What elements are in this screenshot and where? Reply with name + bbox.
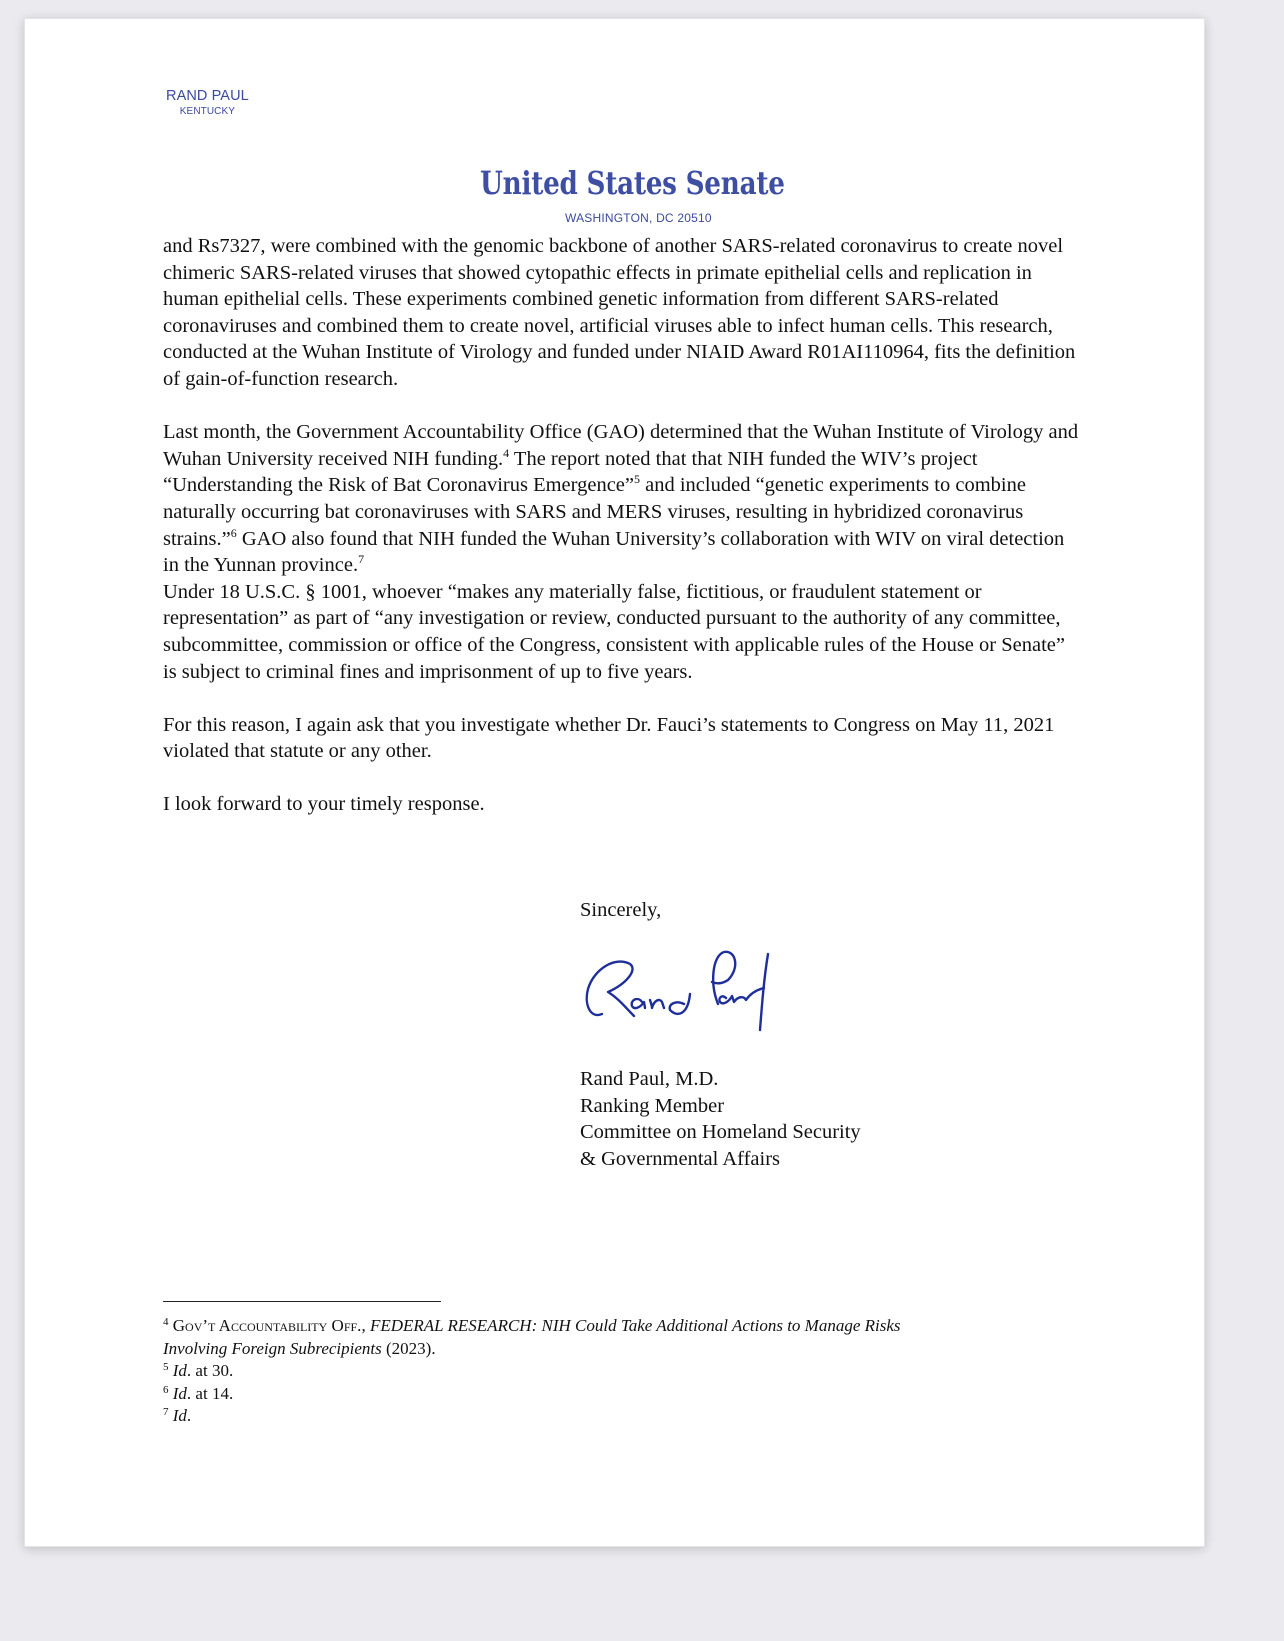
letterhead-senator	[166, 89, 249, 119]
paragraph-3: For this reason, I again ask that you investigate whether Dr. Fauci’s statements to Congress on May 11, 2021 violated that statute or any other.	[163, 713, 1055, 763]
handwritten-signature-icon	[560, 934, 830, 1039]
footnote-ref-7: 7	[358, 552, 365, 567]
signature-block	[580, 1066, 861, 1172]
footnote-4-cont: Involving Foreign Subrecipients (2023).	[163, 1338, 436, 1358]
signer-committee-line-1: Committee on Homeland Security	[580, 1121, 861, 1144]
footnotes	[163, 1315, 901, 1428]
signer-committee-line-2: & Governmental Affairs	[580, 1147, 781, 1170]
footnote-4: $^4$ Gov’t Accountability Off., FEDERAL RESEARCH: NIH Could Take Additional Actions to Manage Risks	[163, 1316, 901, 1335]
paragraph-2: Last month, the Government Accountability Office (GAO) determined that the Wuhan Institute of Virology and Wuhan University received NIH funding.$^4$ The report noted that that NIH funded the WIV’s project “Understanding the Risk of Bat Coronavirus Emergence”$^5$ and included “genetic experiments to combine naturally occurring bat coronaviruses with SARS and MERS viruses, resulting in hybridized coronavirus strains.”$^6$ GAO also found that NIH funded the Wuhan University’s collaboration with WIV on viral detection in the Yunnan province.$^7$ Under 18 U.S.C. § 1001, whoever “makes any materially false, fictitious, or fraudulent statement or representation” as part of “any investigation or review, conducted pursuant to the authority of any committee, subcommittee, commission or office of the Congress, consistent with applicable rules of the House or Senate” is subject to criminal fines and imprisonment of up to five years.	[163, 421, 1079, 683]
senate-address: WASHINGTON, DC 20510	[565, 211, 712, 225]
footnote-ref-5: 5	[634, 472, 640, 487]
closing-salutation: Sincerely,	[580, 899, 662, 921]
senator-name: RAND PAUL	[166, 88, 249, 104]
senate-wordmark: United States Senate	[480, 164, 785, 202]
signer-name: Rand Paul, M.D.	[580, 1068, 719, 1090]
footnote-5: $^5$ Id. at 30.	[163, 1361, 234, 1380]
footnote-ref-6: 6	[230, 525, 237, 540]
letter-body	[163, 233, 1083, 845]
senator-state: KENTUCKY	[179, 106, 236, 117]
paragraph-4: I look forward to your timely response.	[163, 793, 485, 816]
paragraph-1: and Rs7327, were combined with the genomic backbone of another SARS-related coronavirus to create novel chimeric SARS-related viruses that showed cytopathic effects in primate epithelial cells and replication in human epithelial cells. These experiments combined genetic information from different SARS-related coronaviruses and combined them to create novel, artificial viruses able to infect human cells. This research, conducted at the Wuhan Institute of Virology and funded under NIAID Award R01AI110964, fits the definition of gain-of-function research.	[163, 235, 1076, 390]
letter-page	[24, 18, 1205, 1547]
signer-title: Ranking Member	[580, 1094, 725, 1117]
footnote-divider	[163, 1301, 441, 1302]
footnote-6: $^6$ Id. at 14.	[163, 1383, 234, 1403]
footnote-ref-4: 4	[503, 445, 510, 460]
footnote-7: $^7$ Id.	[163, 1406, 192, 1425]
